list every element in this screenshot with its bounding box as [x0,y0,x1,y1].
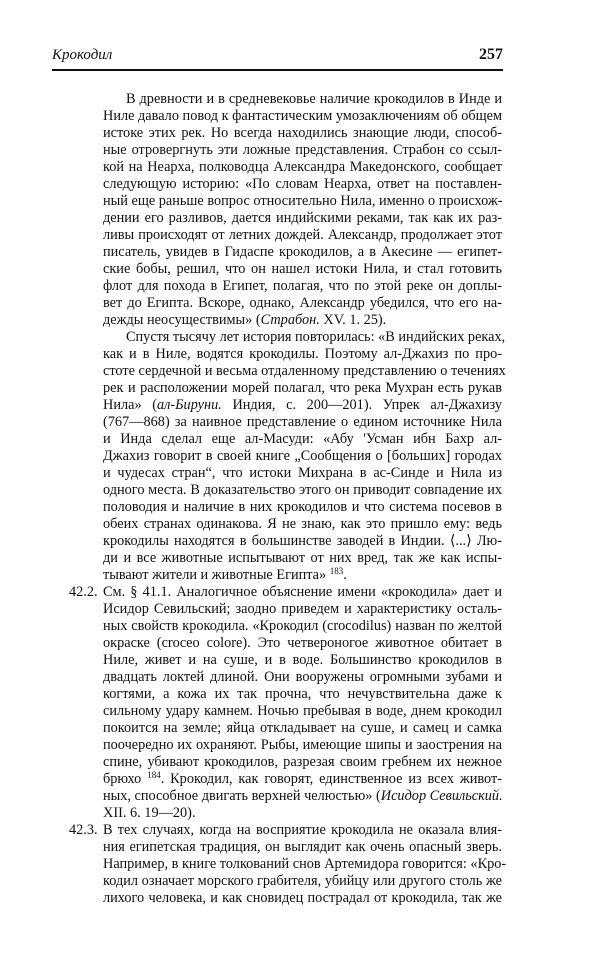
text-line: лихого человека, и как сновидец пострадал от крокодила, так же [103,890,502,906]
text-line: Ниле, живет и на суше, и в воде. Большинство крокодилов в [103,652,502,668]
text-line: кой на Неарха, полководца Александра Македонского, сообщает [103,159,502,175]
text-line: ливы происходят от летних дождей. Александр, продолжает этот [103,227,502,243]
footnote-ref: 184 [147,770,161,780]
text-line: XII. 6. 19—20). [103,805,196,821]
text-segment: XV. 1. 25). [319,312,387,328]
text-line: Джахиз говорит в своей книге „Сообщения о [больших] городах [103,448,502,464]
text-line: ские бобы, решил, что он нашел истоки Нила, и стал готовить [103,261,502,277]
running-header [52,47,503,69]
text-line: когтями, а кожа их так прочна, что нечувствительна даже к [103,686,502,702]
paragraph [103,329,506,584]
text-segment: Нила» ( [103,397,157,413]
text-segment: дежды неосуществимы» ( [103,312,261,328]
text-line: крокодилы находятся в большинстве заводей в Индии. ⟨...⟩ Лю- [103,533,502,549]
numbered-paragraph [69,584,503,822]
footnote-ref: 183 [329,566,344,576]
section-number: 42.3. [69,822,98,838]
page-number: 257 [479,46,503,63]
header-rule [52,69,503,71]
text-line: ди и все животные испытывают от них вред, так же как испы- [103,550,502,566]
text-line: В тех случаях, когда на восприятие крокодила не оказала влия- [103,822,502,838]
text-segment: тывают жители и животные Египта» [103,567,330,583]
text-line: В древности и в средневековье наличие крокодилов в Инде и [126,91,502,107]
text-line: кодил означает морского грабителя, убийцу или другого столь же [103,873,502,889]
text-line: Ниле давало повод к фантастическим умозаключениям об общем [103,108,503,124]
text-line: половодия и наличие в них крокодилов и что система посевов в [103,499,502,515]
text-line [103,771,502,788]
text-line [103,567,502,584]
page-body [69,91,507,907]
text-segment: Индия, с. 200—201). Упрек ал-Джахизу [221,397,502,413]
paragraph [103,91,502,329]
running-title: Крокодил [52,47,113,63]
text-segment: ных, способное двигать верхней челюстью» ( [103,788,381,804]
text-line: поочередно их охраняют. Рыбы, имеющие шипы и заострения на [103,737,502,753]
text-line: ный еще раньше вопрос относительно Нила, именно о происхож- [103,193,503,209]
text-line: следующую историю: «По словам Неарха, ответ на поставлен- [103,176,502,192]
text-line: См. § 41.1. Аналогичное объяснение имени «крокодила» дает и [103,584,502,600]
text-line: и Инда сделал еще ал-Масуди: «Абу 'Усман ибн Бахр ал- [103,431,502,447]
source-citation: Страбон. [260,312,320,328]
source-citation: Исидор Севильский. [380,788,503,804]
text-line: флот для похода в Египет, полагая, что по этой реке он доплы- [103,278,502,294]
text-line: двадцать локтей длиной. Они вооружены огромными зубами и [103,669,502,685]
text-line: как и в Ниле, водятся крокодилы. Поэтому ал-Джахиз по про- [103,346,502,362]
text-line: ные отровергнуть эти ложные представления. Страбон со ссыл- [103,142,502,158]
text-line: одного места. В доказательство этого он приводит совпадение их [103,482,502,498]
source-citation: ал-Бируни. [156,397,222,413]
text-segment: . [343,567,347,583]
text-line: писатель, увидев в Гидаспе крокодилов, а в Акесине — египет- [103,244,502,260]
section-number: 42.2. [69,584,98,600]
text-line: ных свойств крокодила. «Крокодил (crocodilus) назван по желтой [103,618,502,634]
text-line: стоте сердечной и весьма отдаленному представлению о течениях [103,363,506,379]
text-line [103,788,502,805]
text-line: и чудесах стран“, что истоки Михрана в ас-Синде и Нила из [103,465,502,481]
text-line: сильному удару камнем. Ночью пребывая в воде, днем крокодил [103,703,502,719]
text-segment: . Крокодил, как говорят, единственное из всех живот- [160,771,503,787]
text-line: Например, в книге толкований снов Артемидора говорится: «Кро- [103,856,507,872]
text-line: вет до Египта. Вскоре, однако, Александр убедился, что его на- [103,295,502,311]
text-segment: брюхо [103,771,148,787]
numbered-paragraph [69,822,507,907]
text-line: окраске (croceo colore). Это четвероногое животное обитает в [103,635,502,651]
text-line: покоится на земле; яйца откладывает на суше, и самец и самка [103,720,502,736]
text-line: рек и расположении морей полагал, что река Мухран есть рукав [103,380,502,396]
text-line: истоке этих рек. Но всегда находились знающие люди, способ- [103,125,502,141]
text-line: обеих странах одинакова. Я не знаю, как это пришло ему: ведь [103,516,502,532]
text-line: Спустя тысячу лет история повторилась: «В индийских реках, [126,329,506,345]
text-line: дении его разливов, дается индийскими реками, так как их раз- [103,210,502,226]
text-line [103,397,502,414]
text-line: ния египетская традиция, он выглядит как очень опасный зверь. [103,839,502,855]
text-line: (767—868) за наивное представление о едином источнике Нила [103,414,502,430]
text-line: Исидор Севильский; заодно приведем и характеристику осталь- [103,601,502,617]
text-line: спине, убивают крокодилов, разрезая своим гребнем их нежное [103,754,502,770]
text-line [103,312,502,329]
